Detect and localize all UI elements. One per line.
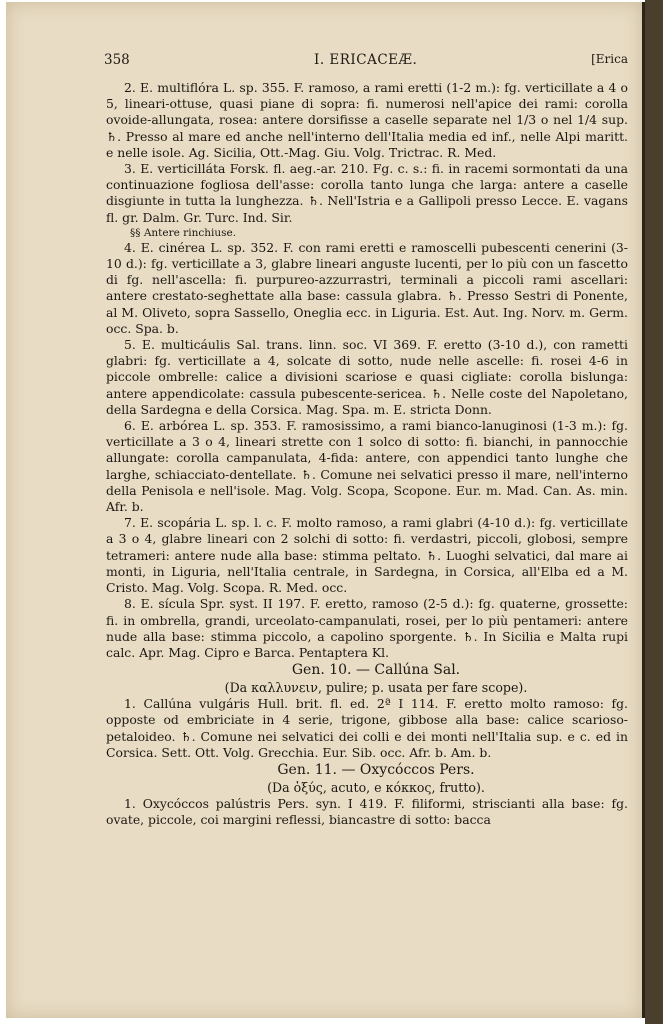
page-header <box>104 52 628 70</box>
genus-10-title: Gen. 10. — Callúna Sal. <box>291 662 461 679</box>
running-head: [Erica <box>591 52 628 66</box>
entry-calluna-vulgaris: 1. Callúna vulgáris Hull. brit. fl. ed. 2ª I 114. F. eretto molto ramoso: fg. opposte od embriciate in 4 serie, trigone, gibbose alla base: calice scarioso-petaloideo. ♄. Comune nei selvatici dei colli e dei monti nell'Italia sup. e c. ed in Corsica. Sett. Ott. Volg. Grecchia. Eur. Sib. occ. Afr. b. Am. b. <box>106 696 628 760</box>
page-number: 358 <box>104 52 130 68</box>
genus-10-etymology: (Da καλλυνειν, pulire; p. usata per fare scope). <box>224 680 528 696</box>
entry-erica-sicula: 8. E. sícula Spr. syst. II 197. F. eretto, ramoso (2-5 d.): fg. quaterne, grossette: fi. in ombrella, grandi, urceolato-campanulati, rosei, per lo più pentameri: antere nude alla base: stimma piccolo, a capolino sporgente. ♄. In Sicilia e Malta rupi calc. Apr. Mag. Cipro e Barca. Pentaptera Kl. <box>106 596 628 660</box>
genus-11-etymology: (Da ὀξύς, acuto, e κόκκος, frutto). <box>267 779 485 795</box>
entry-erica-multicaulis: 5. E. multicáulis Sal. trans. linn. soc. VI 369. F. eretto (3-10 d.), con rametti glabri: fg. verticillate a 4, solcate di sotto, nude nelle ascelle: fi. rosei 4-6 in piccole ombrelle: calice a divisioni scariose e quasi cigliate: corolla bislunga: antere appendicolate: cassula pubescente-sericea. ♄. Nelle coste del Napoletano, della Sardegna e della Corsica. Mag. Spa. m. E. stricta Donn. <box>106 337 628 417</box>
entry-erica-cinerea: 4. E. cinérea L. sp. 352. F. con rami eretti e ramoscelli pubescenti cenerini (3-10 d.): fg. verticillate a 3, glabre lineari anguste lucenti, per lo più con un fascetto di fg. nell'ascella: fi. purpureo-azzurrastri, terminali a piccoli rami ascellari: antere crestato-seghettate alla base: cassula glabra. ♄. Presso Sestri di Ponente, al M. Oliveto, sopra Sassello, Oneglia ecc. in Liguria. Est. Aut. Ing. Norv. m. Germ. occ. Spa. b. <box>106 239 628 336</box>
entry-erica-scoparia: 7. E. scopária L. sp. l. c. F. molto ramoso, a rami glabri (4-10 d.): fg. verticillate a 3 o 4, glabre lineari con 2 solchi di sotto: fi. verdastri, piccoli, globosi, sempre tetrameri: antere nude alla base: stimma peltato. ♄. Luoghi selvatici, dal mare ai monti, in Liguria, nell'Italia centrale, in Sardegna, in Corsica, all'Elba ed a M. Cristo. Mag. Volg. Scopa. R. Med. occ. <box>106 515 628 596</box>
entry-erica-multiflora: 2. E. multiflóra L. sp. 355. F. ramoso, a rami eretti (1-2 m.): fg. verticillate a 4 o 5, lineari-ottuse, quasi piane di sopra: fi. numerosi nell'apice dei rami: corolla ovoide-allungata, rosea: antere dorsifisse a caselle separate nel 1/3 o nel 1/4 sup. ♄. Presso al mare ed anche nell'interno dell'Italia media ed inf., nelle Alpi maritt. e nelle isole. Ag. Sicilia, Ott.-Mag. Giu. Volg. Trictrac. R. Med. <box>106 80 628 160</box>
genus-11-title: Gen. 11. — Oxycóccos Pers. <box>277 761 475 778</box>
entry-erica-verticillata: 3. E. verticilláta Forsk. fl. aeg.-ar. 210. Fg. c. s.: fi. in racemi sormontati da una continuazione fogliosa dell'asse: corolla tanto lunga che larga: antere a caselle disgiunte in tutta la lunghezza. ♄. Nell'Istria e a Gallipoli presso Lecce. E. vagans fl. gr. Dalm. Gr. Turc. Ind. Sir. <box>106 161 628 225</box>
entry-erica-arborea: 6. E. arbórea L. sp. 353. F. ramosissimo, a rami bianco-lanuginosi (1-3 m.): fg. verticillate a 3 o 4, lineari strette con 1 solco di sotto: fi. bianchi, in pannocchie allungate: corolla campanulata, 4-fida: antere, con appendici tanto lunghe che larghe, schiacciato-dentellate. ♄. Comune nei selvatici presso il mare, nell'interno della Penisola e nell'isole. Mag. Volg. Scopa, Scopone. Eur. m. Mad. Can. As. min. Afr. b. <box>106 418 628 515</box>
entry-oxycoccos-palustris: 1. Oxycóccos palústris Pers. syn. I 419. F. filiformi, striscianti alla base: fg. ovate, piccole, coi margini reflessi, biancastre di sotto: bacca <box>106 795 628 828</box>
section-mark: §§ Antere rinchiuse. <box>130 226 237 239</box>
page-body <box>106 80 628 828</box>
family-title: I. ERICACEÆ. <box>314 52 418 68</box>
page-edge-shadow <box>645 0 663 1024</box>
